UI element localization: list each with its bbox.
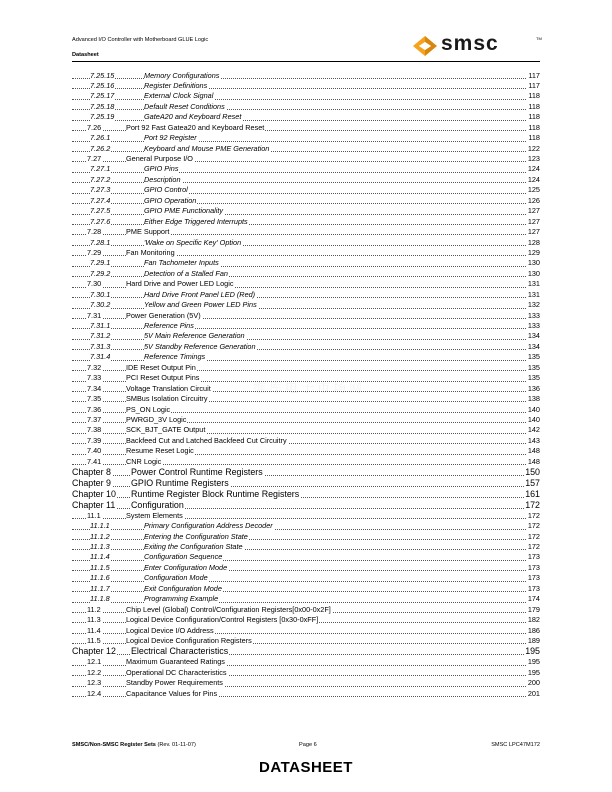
toc-entry[interactable] [72,238,540,248]
toc-entry-page[interactable]: 189 [527,635,540,645]
toc-entry-page[interactable]: 127 [527,206,540,216]
toc-entry-page[interactable]: 195 [527,667,540,677]
toc-entry-title[interactable]: Hard Drive Front Panel LED (Red) [144,289,256,299]
toc-entry-title[interactable]: CNR Logic [126,456,162,466]
toc-entry-number: 12.2 [87,667,102,677]
watermark: 维库电子市场网 [253,380,366,395]
toc-entry-number: 12.4 [87,688,102,698]
document-title: Advanced I/O Controller with Motherboard GLUE Logic [72,37,209,43]
toc-entry-title[interactable]: Power Generation (5V) [126,310,201,320]
toc-entry-title[interactable]: General Purpose I/O [126,154,193,163]
footer-part-number: SMSC LPC47M172 [491,742,540,748]
toc-entry-title[interactable]: Detection of a Stalled Fan [144,268,228,278]
toc-entry-title[interactable]: GateA20 and Keyboard Reset [144,112,242,122]
toc-entry[interactable] [72,258,540,268]
toc-entry-title[interactable]: Port 92 Fast Gatea20 and Keyboard Reset [126,122,265,132]
toc-entry-page[interactable]: 129 [527,247,540,257]
toc-entry-number: 7.36 [87,404,102,414]
toc-entry-page[interactable]: 157 [525,478,540,489]
toc-entry[interactable] [72,394,540,404]
toc-entry-number: 7.29 [87,247,102,257]
toc-entry-title[interactable]: Reference Pins [144,321,194,330]
toc-entry[interactable] [72,657,540,667]
toc-entry-number: 11.1.7 [90,583,110,593]
toc-entry-title[interactable]: Backfeed Cut and Latched Backfeed Cut Circuitry [126,435,287,445]
toc-entry-title[interactable]: Configuration [131,499,184,510]
toc-entry-title[interactable]: Voltage Translation Circuit [126,383,211,393]
toc-entry-title[interactable]: GPIO PME Functionality [144,206,224,216]
toc-entry-page[interactable]: 182 [527,615,540,625]
toc-entry[interactable] [72,91,540,101]
toc-entry-title[interactable]: Keyboard and Mouse PME Generation [144,143,270,153]
toc-entry-title[interactable]: Programming Example [144,594,219,604]
toc-entry[interactable] [72,248,540,258]
toc-entry-title[interactable]: Fan Monitoring [126,247,175,257]
toc-entry-page[interactable]: 122 [527,143,540,153]
toc-entry-number: 7.40 [87,446,102,456]
toc-entry[interactable] [72,112,540,122]
toc-entry[interactable] [72,363,540,373]
toc-entry-title[interactable]: Either Edge Triggered Interrupts [144,216,248,226]
toc-entry[interactable] [72,81,540,91]
toc-entry[interactable] [72,584,540,594]
toc-entry-page[interactable]: 130 [527,258,540,268]
toc-entry-page[interactable]: 118 [528,133,540,143]
toc-entry-page[interactable]: 173 [527,583,540,593]
toc-entry-page[interactable]: 118 [528,91,540,101]
document-subtitle: Datasheet [72,52,99,58]
toc-entry-title[interactable]: IDE Reset Output Pin [126,362,196,372]
toc-entry-page[interactable]: 127 [527,216,540,226]
toc-entry-page[interactable]: 131 [527,279,540,289]
toc-entry[interactable] [72,532,540,542]
toc-entry[interactable] [72,605,540,615]
toc-entry-title[interactable]: Logical Device Configuration Registers [126,635,252,645]
toc-entry-title[interactable]: PS_ON Logic [126,404,171,414]
toc-entry-number: Chapter 10 [72,488,116,499]
toc-entry[interactable] [72,425,540,435]
toc-entry-number: 11.1.5 [90,562,110,572]
toc-entry-number: 11.3 [87,615,101,625]
toc-entry[interactable] [72,415,540,425]
toc-entry[interactable] [72,521,540,531]
toc-entry-page[interactable]: 118 [528,122,540,132]
toc-entry-title[interactable]: PME Support [126,227,170,237]
toc-entry-title[interactable]: Operational DC Characteristics [126,667,227,677]
toc-entry-title[interactable]: Port 92 Register [144,133,197,143]
toc-entry-page[interactable]: 148 [527,456,540,466]
toc-entry-page[interactable]: 135 [527,373,540,383]
toc-entry-number: 7.34 [87,383,102,393]
toc-entry-title[interactable]: Memory Configurations [144,70,220,80]
toc-entry[interactable] [72,133,540,143]
toc-entry-page[interactable]: 126 [527,195,540,205]
toc-entry[interactable] [72,373,540,383]
toc-entry-title[interactable]: PWRGD_3V Logic [126,414,187,424]
toc-entry[interactable] [72,384,540,394]
toc-entry-title[interactable]: GPIO Pins [144,164,179,174]
toc-entry-number: 11.1.4 [90,552,110,562]
toc-entry-page[interactable]: 172 [527,510,540,520]
smsc-logo [411,32,542,57]
toc-entry[interactable] [72,311,540,321]
toc-entry[interactable] [72,331,540,341]
toc-entry-page[interactable]: 138 [527,394,540,404]
toc-entry-number: 7.30.2 [90,300,111,310]
toc-entry-title[interactable]: GPIO Control [144,185,188,195]
toc-entry-number: Chapter 9 [72,478,111,489]
toc-entry-page[interactable]: 140 [527,414,540,424]
toc-entry-number: 7.27.6 [90,216,111,226]
toc-entry-page[interactable]: 118 [528,101,540,111]
toc-entry-title[interactable]: SMBus Isolation Circuitry [126,394,208,404]
toc-entry-number: 7.31 [87,310,102,320]
toc-entry-number: 11.1.3 [90,542,110,551]
toc-entry-page[interactable]: 173 [527,562,540,572]
toc-entry[interactable] [72,511,540,521]
toc-entry-title[interactable]: Power Control Runtime Registers [131,467,263,478]
toc-entry-title[interactable]: Resume Reset Logic [126,446,194,456]
toc-entry-number: 7.27 [87,154,102,163]
logo-trademark: TM [536,36,542,41]
toc-entry[interactable] [72,668,540,678]
footer-revision: (Rev. 01-11-07) [157,742,196,748]
toc-entry-number: 7.29.2 [90,268,111,278]
toc-entry-number: 7.41 [87,456,102,466]
toc-entry-page[interactable]: 172 [527,531,540,541]
toc-entry[interactable] [72,321,540,331]
toc-entry[interactable] [72,196,540,206]
toc-entry-number: 7.27.2 [90,174,111,184]
toc-entry-number: 7.39 [87,435,102,445]
toc-entry[interactable] [72,405,540,415]
toc-entry-number: 7.26.1 [90,133,111,143]
toc-entry[interactable] [72,594,540,604]
toc-entry-number: Chapter 8 [72,467,111,478]
toc-entry[interactable] [72,615,540,625]
toc-entry-title[interactable]: Runtime Register Block Runtime Registers [131,488,300,499]
toc-entry-page[interactable]: 174 [527,594,540,604]
toc-entry-number: 11.2 [87,604,101,614]
toc-entry[interactable] [72,342,540,352]
table-of-contents [72,71,540,700]
toc-entry-number: 12.3 [87,678,102,688]
toc-entry-number: 7.28.1 [90,237,111,247]
toc-entry[interactable] [72,300,540,310]
toc-entry-title[interactable]: Capacitance Values for Pins [126,688,218,698]
toc-entry[interactable] [72,678,540,688]
toc-entry[interactable] [72,446,540,456]
toc-entry-title[interactable]: Primary Configuration Address Decoder [144,521,273,531]
toc-entry[interactable] [72,71,540,81]
toc-entry-page[interactable]: 117 [528,70,540,80]
toc-entry-title[interactable]: 'Wake on Specific Key' Option [144,237,242,247]
toc-entry[interactable] [72,552,540,562]
toc-entry[interactable] [72,478,540,489]
toc-entry-title[interactable]: External Clock Signal [144,91,214,101]
toc-entry-title[interactable]: Yellow and Green Power LED Pins [144,300,257,310]
toc-entry-page[interactable]: 128 [527,237,540,247]
toc-entry[interactable] [72,290,540,300]
toc-entry-page[interactable]: 173 [527,573,540,583]
toc-entry-page[interactable]: 124 [527,174,540,184]
toc-entry-title[interactable]: PCI Reset Output Pins [126,373,200,383]
toc-entry-page[interactable]: 123 [527,154,540,163]
toc-entry-number: 7.29.1 [90,258,111,268]
toc-entry-number: 7.27.1 [90,164,111,174]
toc-entry-page[interactable]: 124 [527,164,540,174]
toc-entry-title[interactable]: Maximum Guaranteed Ratings [126,657,225,667]
toc-entry-page[interactable]: 134 [527,331,540,341]
toc-entry[interactable] [72,227,540,237]
toc-entry-page[interactable]: 133 [527,310,540,320]
toc-entry-page[interactable]: 148 [527,446,540,456]
toc-entry[interactable] [72,636,540,646]
toc-entry-number: 7.26 [87,122,102,132]
toc-entry[interactable] [72,217,540,227]
toc-entry-number: 7.26.2 [90,143,111,153]
toc-entry-number: 11.1.2 [90,531,110,541]
toc-entry-page[interactable]: 133 [527,321,540,330]
toc-entry-title[interactable]: Chip Level (Global) Control/Configuration Registers[0x00-0x2F] [126,604,331,614]
toc-entry-number: 7.25.17 [90,91,115,101]
logo-wordmark: smsc [441,32,499,55]
toc-entry[interactable] [72,269,540,279]
toc-entry-title[interactable]: Logical Device I/O Address [126,625,214,635]
toc-entry-title[interactable]: 5V Standby Reference Generation [144,341,256,351]
toc-entry-title[interactable]: Exiting the Configuration State [144,542,243,551]
toc-entry[interactable] [72,102,540,112]
toc-entry[interactable] [72,279,540,289]
toc-entry-title[interactable]: GPIO Operation [144,195,197,205]
footer-page-number: Page 6 [299,742,317,748]
smsc-logo-icon [411,35,439,57]
toc-entry-page[interactable]: 118 [528,112,540,122]
toc-entry-number: 7.32 [87,362,102,372]
footer-section: SMSC/Non-SMSC Register Sets [72,742,156,748]
toc-entry[interactable] [72,206,540,216]
toc-entry[interactable] [72,436,540,446]
toc-entry-number: 7.31.1 [90,321,111,330]
toc-entry-number: 11.1 [87,510,101,520]
toc-entry-number: 7.31.2 [90,331,111,341]
toc-entry-number: 7.27.3 [90,185,111,195]
toc-entry-number: 7.37 [87,414,102,424]
toc-entry-page[interactable]: 135 [527,352,540,362]
footer-left [72,742,196,748]
toc-entry-title[interactable]: Enter Configuration Mode [144,562,228,572]
toc-entry-page[interactable]: 173 [527,552,540,562]
toc-entry-number: Chapter 11 [72,499,116,510]
toc-entry-number: 7.38 [87,425,102,435]
toc-entry-title[interactable]: Default Reset Conditions [144,101,225,111]
toc-entry[interactable] [72,626,540,636]
toc-entry[interactable] [72,175,540,185]
toc-entry-title[interactable]: Description [144,174,181,184]
toc-entry-title[interactable]: Hard Drive and Power LED Logic [126,279,234,289]
toc-entry-title[interactable]: Entering the Configuration State [144,531,248,541]
toc-entry-number: 7.30.1 [90,289,111,299]
toc-entry-title[interactable]: Register Definitions [144,80,208,90]
toc-entry-title[interactable]: Reference Timings [144,352,206,362]
toc-entry-number: 7.25.16 [90,80,115,90]
toc-entry-title[interactable]: Configuration Sequence [144,552,223,562]
toc-entry[interactable] [72,144,540,154]
toc-entry-title[interactable]: Standby Power Requirements [126,678,223,688]
toc-entry-page[interactable]: 117 [528,80,540,90]
toc-entry[interactable] [72,154,540,164]
toc-entry-page[interactable]: 179 [527,604,540,614]
toc-entry[interactable] [72,489,540,500]
toc-entry-number: 7.25.15 [90,70,115,80]
toc-entry-title[interactable]: Configuration Mode [144,573,208,583]
toc-entry-page[interactable]: 172 [527,521,540,531]
toc-entry-number: 7.25.19 [90,112,115,122]
toc-entry-number: 7.31.3 [90,341,111,351]
footer-datasheet-label: DATASHEET [259,759,353,776]
toc-entry[interactable] [72,164,540,174]
toc-entry-page[interactable]: 172 [527,542,540,551]
toc-entry-number: Chapter 12 [72,646,116,657]
toc-entry-number: 7.27.5 [90,206,111,216]
toc-entry-title[interactable]: Logical Device Configuration/Control Registers [0x30-0xFF] [126,615,319,625]
toc-entry-number: 7.31.4 [90,352,111,362]
toc-entry-page[interactable]: 142 [527,425,540,435]
toc-entry[interactable] [72,689,540,699]
toc-entry-page[interactable]: 131 [527,289,540,299]
toc-entry-number: 11.1.8 [90,594,110,604]
toc-entry-number: 7.30 [87,279,102,289]
toc-entry-page[interactable]: 130 [527,268,540,278]
toc-entry-title[interactable]: Fan Tachometer Inputs [144,258,219,268]
toc-entry-page[interactable]: 150 [525,467,540,478]
toc-entry-page[interactable]: 200 [527,678,540,688]
toc-entry-page[interactable]: 136 [527,383,540,393]
toc-entry-page[interactable]: 132 [527,300,540,310]
toc-entry[interactable] [72,500,540,511]
toc-entry[interactable] [72,563,540,573]
toc-entry-page[interactable]: 195 [527,657,540,667]
toc-entry[interactable] [72,573,540,583]
toc-entry-page[interactable]: 195 [525,646,540,657]
toc-entry-page[interactable]: 135 [527,362,540,372]
toc-entry[interactable] [72,467,540,478]
toc-entry-title[interactable]: SCK_BJT_GATE Output [126,425,206,435]
toc-entry-number: 11.4 [87,625,101,635]
toc-entry-title[interactable]: System Elements [126,510,183,520]
toc-entry-page[interactable]: 134 [527,341,540,351]
toc-entry-number: 7.27.4 [90,195,111,205]
toc-entry-number: 7.35 [87,394,102,404]
toc-entry-page[interactable]: 140 [527,404,540,414]
toc-entry-number: 7.28 [87,227,102,237]
toc-entry[interactable] [72,185,540,195]
toc-entry-number: 7.33 [87,373,102,383]
toc-entry-number: 7.25.18 [90,101,115,111]
toc-entry-page[interactable]: 127 [527,227,540,237]
header-rule [72,61,540,62]
toc-entry-number: 12.1 [87,657,102,667]
toc-entry-title[interactable]: Exit Configuration Mode [144,583,222,593]
toc-entry-page[interactable]: 201 [527,688,540,698]
toc-entry[interactable] [72,352,540,362]
toc-entry-number: 11.5 [87,635,101,645]
toc-entry-title[interactable]: 5V Main Reference Generation [144,331,245,341]
toc-entry-page[interactable]: 161 [525,488,540,499]
toc-entry[interactable] [72,123,540,133]
toc-entry-page[interactable]: 125 [527,185,540,195]
toc-entry[interactable] [72,457,540,467]
toc-entry-title[interactable]: GPIO Runtime Registers [131,478,229,489]
toc-entry[interactable] [72,542,540,552]
toc-entry[interactable] [72,646,540,657]
toc-entry-number: 11.1.6 [90,573,110,583]
toc-entry-page[interactable]: 186 [527,625,540,635]
toc-entry-title[interactable]: Electrical Characteristics [131,646,229,657]
toc-entry-page[interactable]: 143 [527,435,540,445]
toc-entry-page[interactable]: 172 [525,499,540,510]
toc-entry-number: 11.1.1 [90,521,110,531]
